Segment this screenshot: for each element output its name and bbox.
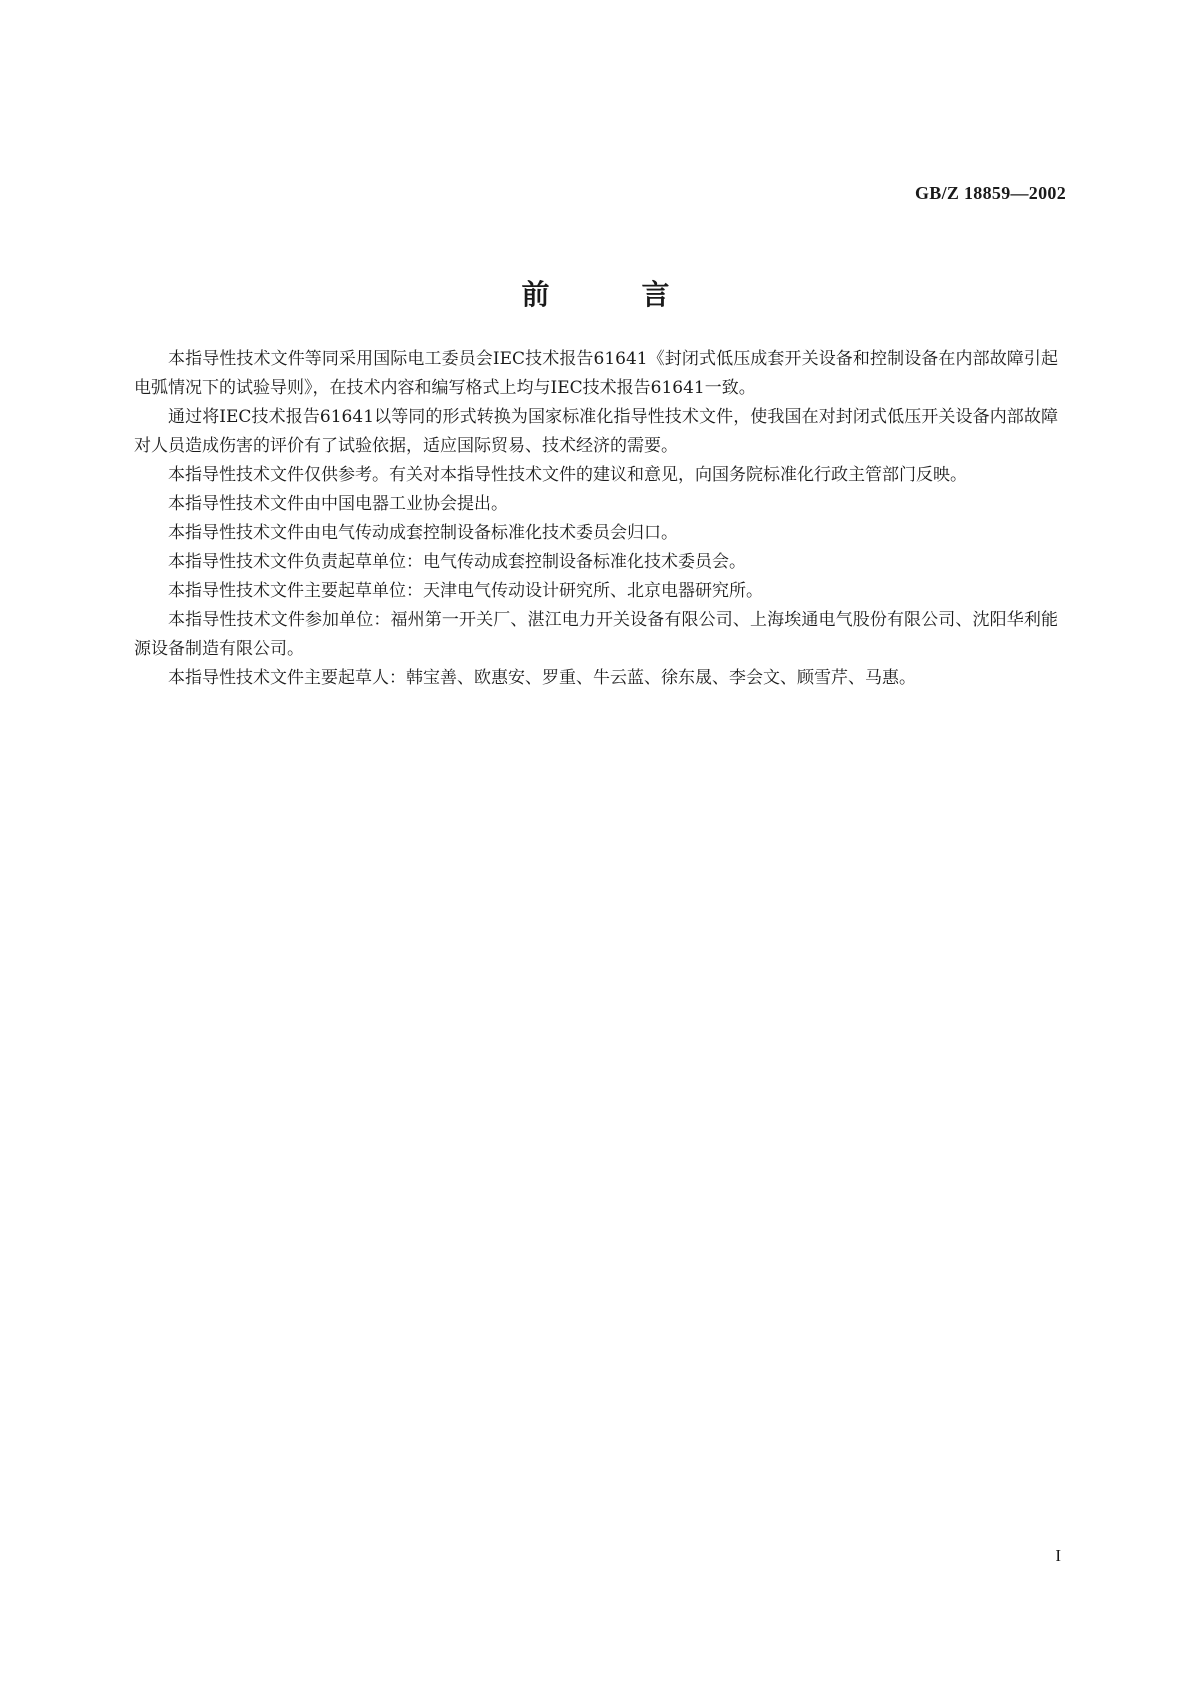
paragraph-proposer: 本指导性技术文件由中国电器工业协会提出。 (168, 494, 508, 514)
paragraph-adoption: 本指导性技术文件等同采用国际电工委员会IEC技术报告61641《封闭式低压成套开关设备和控制设备在内部故障引起电弧情况下的试验导则》，在技术内容和编写格式上均与IEC技术报告61641一致。 (134, 349, 1058, 398)
paragraph-responsible-drafter: 本指导性技术文件负责起草单位：电气传动成套控制设备标准化技术委员会。 (168, 552, 746, 572)
paragraph-main-drafters: 本指导性技术文件主要起草单位：天津电气传动设计研究所、北京电器研究所。 (168, 581, 763, 601)
paragraph-reference: 本指导性技术文件仅供参考。有关对本指导性技术文件的建议和意见，向国务院标准化行政主管部门反映。 (168, 465, 967, 485)
paragraph-participants: 本指导性技术文件参加单位：福州第一开关厂、湛江电力开关设备有限公司、上海埃通电气股份有限公司、沈阳华利能源设备制造有限公司。 (134, 610, 1058, 659)
page-title: 前言 (521, 278, 762, 311)
paragraph-committee: 本指导性技术文件由电气传动成套控制设备标准化技术委员会归口。 (168, 523, 678, 543)
standard-number: GB/Z 18859—2002 (914, 183, 1066, 203)
paragraph-drafters-names: 本指导性技术文件主要起草人：韩宝善、欧惠安、罗重、牛云蓝、徐东晟、李会文、顾雪芹、马惠。 (168, 668, 916, 688)
page-number: I (1055, 1546, 1061, 1565)
foreword-body (134, 345, 1058, 693)
paragraph-purpose: 通过将IEC技术报告61641以等同的形式转换为国家标准化指导性技术文件，使我国在对封闭式低压开关设备内部故障对人员造成伤害的评价有了试验依据，适应国际贸易、技术经济的需要。 (134, 407, 1058, 456)
